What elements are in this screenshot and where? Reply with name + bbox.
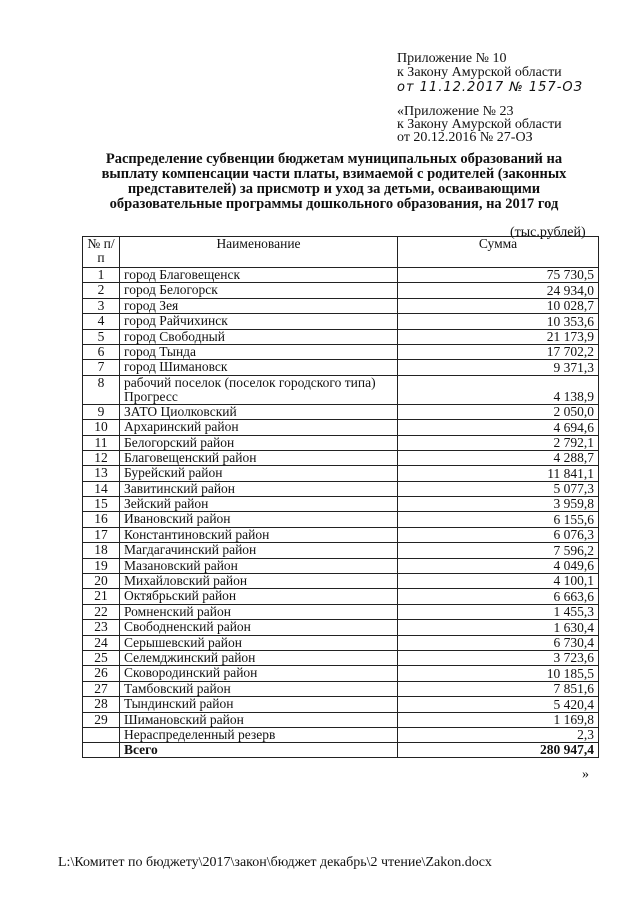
row-sum: 4 694,6: [398, 420, 599, 435]
row-number: 27: [83, 681, 120, 696]
row-name: Константиновский район: [120, 527, 398, 542]
appendix-number: Приложение № 10: [397, 51, 507, 66]
row-number: 17: [83, 527, 120, 542]
row-name: Благовещенский район: [120, 450, 398, 465]
row-name: Архаринский район: [120, 420, 398, 435]
row-number: 19: [83, 558, 120, 573]
table-row: [83, 435, 599, 450]
row-sum: 6 730,4: [398, 635, 599, 650]
row-number: 8: [83, 375, 120, 404]
row-sum: 21 173,9: [398, 329, 599, 344]
handwritten-date: от 11.12.2017 № 157-ОЗ: [397, 80, 583, 95]
row-sum: 10 028,7: [398, 298, 599, 313]
row-sum: 4 138,9: [398, 375, 599, 404]
table-row: [83, 497, 599, 512]
table-row: [83, 481, 599, 496]
row-sum: 2,3: [398, 727, 599, 742]
row-number: 24: [83, 635, 120, 650]
row-number: 29: [83, 712, 120, 727]
table-row: [83, 527, 599, 542]
row-number: 9: [83, 404, 120, 419]
row-number: [83, 727, 120, 742]
table-row: [83, 589, 599, 604]
row-name: Магдагачинский район: [120, 543, 398, 558]
row-number: 26: [83, 666, 120, 681]
file-path-footer: L:\Комитет по бюджету\2017\закон\бюджет декабрь\2 чтение\Zakon.docx: [58, 855, 492, 870]
row-number: 12: [83, 450, 120, 465]
row-sum: 1 630,4: [398, 620, 599, 635]
row-sum: 5 077,3: [398, 481, 599, 496]
row-name: Нераспределенный резерв: [120, 727, 398, 742]
previous-law-date: от 20.12.2016 № 27-ОЗ: [397, 130, 533, 145]
subsidy-table: [82, 236, 599, 758]
row-number: 11: [83, 435, 120, 450]
row-name: рабочий поселок (поселок городского типа) Прогресс: [120, 375, 398, 404]
row-number: 22: [83, 604, 120, 619]
row-sum: 4 288,7: [398, 450, 599, 465]
table-row: [83, 697, 599, 712]
table-row: [83, 344, 599, 359]
row-number: 4: [83, 314, 120, 329]
row-name: Октябрьский район: [120, 589, 398, 604]
table-row: [83, 512, 599, 527]
units-label: (тыс.рублей): [510, 225, 586, 240]
row-number: 2: [83, 283, 120, 298]
row-number: 3: [83, 298, 120, 313]
row-sum: 11 841,1: [398, 466, 599, 481]
row-name: Ивановский район: [120, 512, 398, 527]
closing-quote: »: [582, 767, 589, 782]
row-name: Серышевский район: [120, 635, 398, 650]
row-name: Тындинский район: [120, 697, 398, 712]
row-sum: 75 730,5: [398, 268, 599, 283]
table-row: [83, 620, 599, 635]
table-row: [83, 712, 599, 727]
table-row: [83, 283, 599, 298]
row-number: 25: [83, 650, 120, 665]
table-row: [83, 360, 599, 375]
row-sum: 10 353,6: [398, 314, 599, 329]
table-row: [83, 268, 599, 283]
total-sum: 280 947,4: [398, 743, 599, 758]
table-row: [83, 404, 599, 419]
row-number: 1: [83, 268, 120, 283]
table-row: [83, 727, 599, 742]
row-sum: 1 455,3: [398, 604, 599, 619]
table-header-row: [83, 237, 599, 268]
law-reference: к Закону Амурской области: [397, 65, 562, 80]
row-name: Сковородинский район: [120, 666, 398, 681]
table-row: [83, 604, 599, 619]
row-name: Тамбовский район: [120, 681, 398, 696]
row-name: Шимановский район: [120, 712, 398, 727]
row-sum: 4 100,1: [398, 574, 599, 589]
row-name: Михайловский район: [120, 574, 398, 589]
table-row: [83, 558, 599, 573]
row-number: 28: [83, 697, 120, 712]
row-number: 6: [83, 344, 120, 359]
total-label: Всего: [120, 743, 398, 758]
row-name: Завитинский район: [120, 481, 398, 496]
row-name: Мазановский район: [120, 558, 398, 573]
document-title: Распределение субвенции бюджетам муниципальных образований на выплату компенсации части платы, взимаемой с родителей (законных представителей) за присмотр и уход за детьми, осваивающими образовательные программы дошкольного образования, на 2017 год: [101, 151, 567, 212]
row-number: 20: [83, 574, 120, 589]
table-row: [83, 450, 599, 465]
row-sum: 2 050,0: [398, 404, 599, 419]
total-row: [83, 743, 599, 758]
row-number: 23: [83, 620, 120, 635]
row-sum: 7 596,2: [398, 543, 599, 558]
table-row: [83, 681, 599, 696]
row-name: город Благовещенск: [120, 268, 398, 283]
row-name: Селемджинский район: [120, 650, 398, 665]
previous-law-reference: к Закону Амурской области: [397, 117, 562, 132]
row-sum: 4 049,6: [398, 558, 599, 573]
row-number: 18: [83, 543, 120, 558]
table-row: [83, 650, 599, 665]
total-number-cell: [83, 743, 120, 758]
table-row: [83, 314, 599, 329]
row-name: город Свободный: [120, 329, 398, 344]
row-sum: 24 934,0: [398, 283, 599, 298]
table-row: [83, 298, 599, 313]
row-name: Зейский район: [120, 497, 398, 512]
table-row: [83, 666, 599, 681]
row-sum: 3 959,8: [398, 497, 599, 512]
column-header-name: Наименование: [120, 237, 398, 268]
previous-appendix-number: «Приложение № 23: [397, 104, 514, 119]
row-name: город Райчихинск: [120, 314, 398, 329]
row-sum: 1 169,8: [398, 712, 599, 727]
table-row: [83, 375, 599, 404]
row-sum: 5 420,4: [398, 697, 599, 712]
table-row: [83, 635, 599, 650]
row-number: 10: [83, 420, 120, 435]
row-number: 21: [83, 589, 120, 604]
row-sum: 9 371,3: [398, 360, 599, 375]
row-name: Свободненский район: [120, 620, 398, 635]
row-number: 7: [83, 360, 120, 375]
row-sum: 6 155,6: [398, 512, 599, 527]
row-name: город Тында: [120, 344, 398, 359]
column-header-number: № п/п: [83, 237, 120, 268]
row-sum: 6 076,3: [398, 527, 599, 542]
row-number: 13: [83, 466, 120, 481]
table-row: [83, 420, 599, 435]
row-number: 16: [83, 512, 120, 527]
column-header-sum: Сумма: [398, 237, 599, 268]
row-name: город Шимановск: [120, 360, 398, 375]
row-sum: 7 851,6: [398, 681, 599, 696]
row-name: город Белогорск: [120, 283, 398, 298]
row-name: Бурейский район: [120, 466, 398, 481]
row-number: 15: [83, 497, 120, 512]
row-sum: 3 723,6: [398, 650, 599, 665]
row-number: 14: [83, 481, 120, 496]
row-name: Ромненский район: [120, 604, 398, 619]
row-sum: 6 663,6: [398, 589, 599, 604]
row-number: 5: [83, 329, 120, 344]
row-sum: 10 185,5: [398, 666, 599, 681]
row-name: Белогорский район: [120, 435, 398, 450]
table-row: [83, 543, 599, 558]
row-sum: 2 792,1: [398, 435, 599, 450]
row-name: ЗАТО Циолковский: [120, 404, 398, 419]
row-sum: 17 702,2: [398, 344, 599, 359]
row-name: город Зея: [120, 298, 398, 313]
table-row: [83, 466, 599, 481]
table-row: [83, 574, 599, 589]
table-row: [83, 329, 599, 344]
